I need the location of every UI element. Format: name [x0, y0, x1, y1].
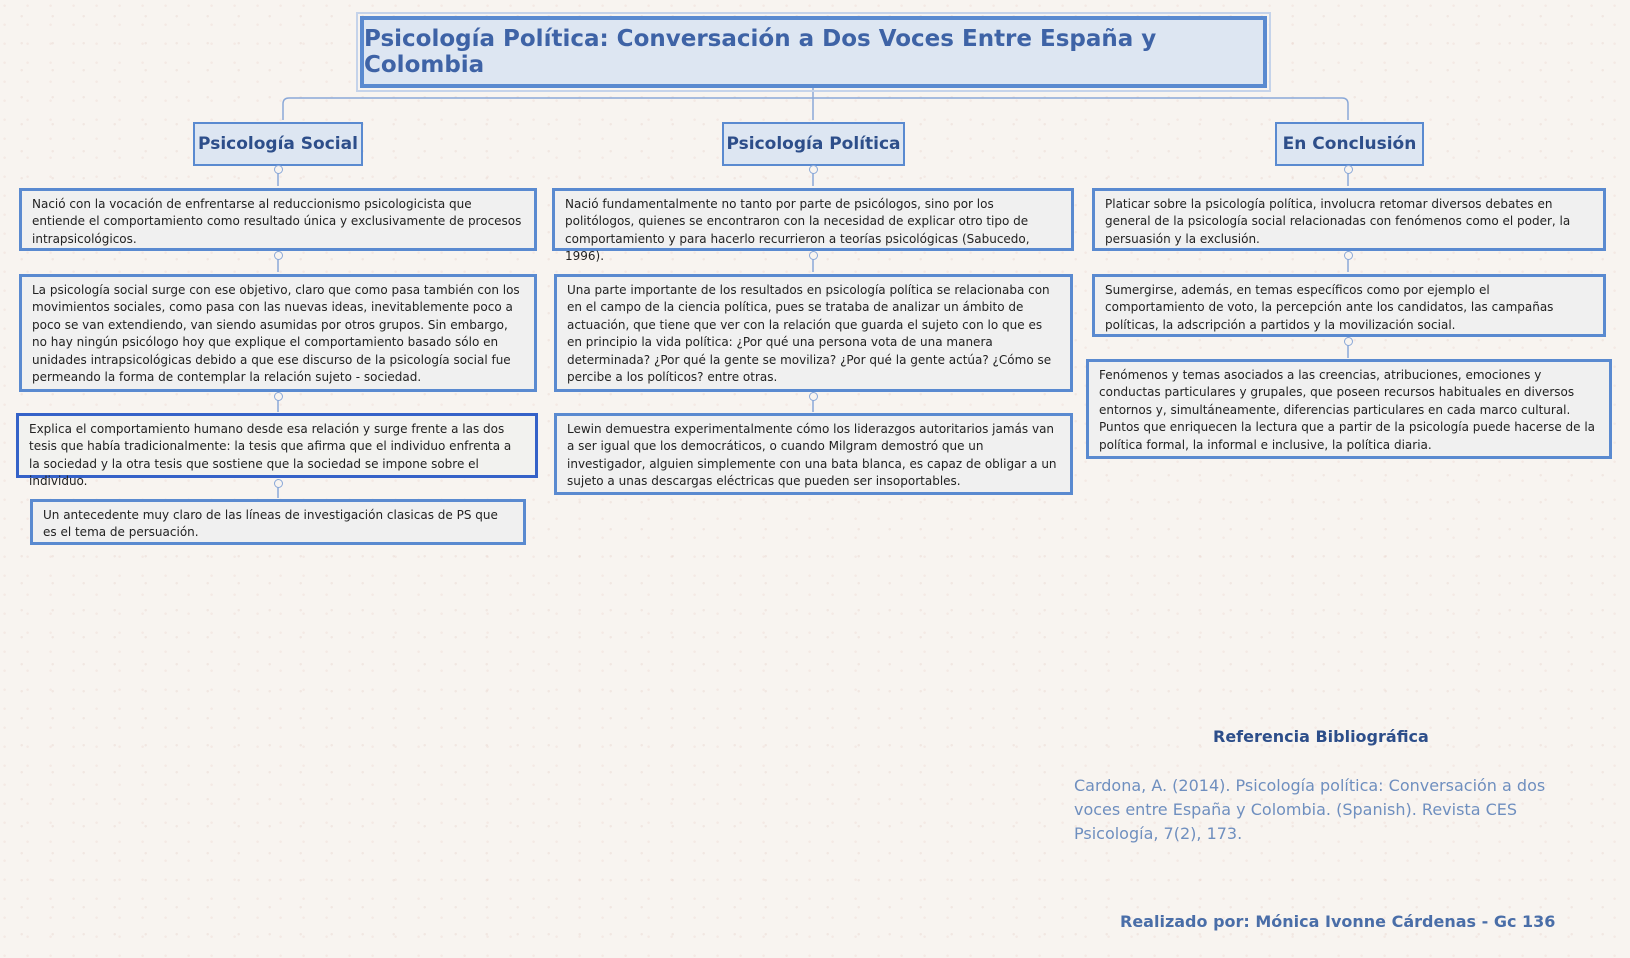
politica-node-3[interactable]: Lewin demuestra experimentalmente cómo los liderazgos autoritarios jamás van a ser igual que los democráticos, o cuando Milgram demostró que un investigador, alguien simplemente con una bata blanca, es capaz de obligar a un sujeto a unas descargas eléctricas que pueden ser insoportables.	[554, 413, 1073, 495]
social-node-4[interactable]: Un antecedente muy claro de las líneas de investigación clasicas de PS que es el tema de persuación.	[30, 499, 526, 545]
collapse-toggle[interactable]	[809, 165, 818, 174]
social-node-1[interactable]: Nació con la vocación de enfrentarse al reduccionismo psicologicista que entiende el comportamiento como resultado única y exclusivamente de procesos intrapsicológicos.	[19, 188, 537, 251]
reference-text[interactable]: Cardona, A. (2014). Psicología política: Conversación a dos voces entre España y Colombia. (Spanish). Revista CES Psicología, 7(2), 173.	[1074, 776, 1546, 843]
collapse-toggle[interactable]	[809, 392, 818, 401]
social-node-3[interactable]: Explica el comportamiento humano desde esa relación y surge frente a las dos tesis que había tradicionalmente: la tesis que afirma que el individuo enfrenta a la sociedad y la otra tesis que sostiene que la sociedad se impone sobre el individuo.	[16, 413, 538, 478]
collapse-toggle[interactable]	[274, 479, 283, 488]
map-title[interactable]: Psicología Política: Conversación a Dos Voces Entre España y Colombia	[360, 16, 1267, 88]
branch-en-conclusion[interactable]: En Conclusión	[1275, 122, 1424, 166]
branch-psicologia-politica[interactable]: Psicología Política	[722, 122, 905, 166]
collapse-toggle[interactable]	[1344, 165, 1353, 174]
reference-title[interactable]: Referencia Bibliográfica	[1213, 727, 1429, 746]
collapse-toggle[interactable]	[1344, 251, 1353, 260]
conclusion-node-2[interactable]: Sumergirse, además, en temas específicos como por ejemplo el comportamiento de voto, la percepción ante los candidatos, las campañas políticas, la adscripción a partidos y la movilización social.	[1092, 274, 1606, 337]
politica-node-2[interactable]: Una parte importante de los resultados en psicología política se relacionaba con en el campo de la ciencia política, pues se trataba de analizar un ámbito de actuación, que tiene que ver con la relación que guarda el sujeto con lo que es en principio la vida política: ¿Por qué una persona vota de una manera determinada? ¿Por qué la gente se moviliza? ¿Por qué la gente actúa? ¿Cómo se percibe a los políticos? entre otras.	[554, 274, 1073, 392]
branch-psicologia-social[interactable]: Psicología Social	[193, 122, 363, 166]
collapse-toggle[interactable]	[809, 251, 818, 260]
social-node-2[interactable]: La psicología social surge con ese objetivo, claro que como pasa también con los movimientos sociales, como pasa con las nuevas ideas, inevitablemente poco a poco se van extendiendo, van siendo asumidas por otros grupos. Sin embargo, no hay ningún psicólogo hoy que explique el comportamiento basado sólo en unidades intrapsicológicas debido a que ese discurso de la psicología social fue permeando la forma de contemplar la relación sujeto - sociedad.	[19, 274, 537, 392]
collapse-toggle[interactable]	[274, 165, 283, 174]
author-credit[interactable]: Realizado por: Mónica Ivonne Cárdenas - Gc 136	[1120, 912, 1556, 931]
conclusion-node-3[interactable]: Fenómenos y temas asociados a las creencias, atribuciones, emociones y conductas particulares y grupales, que poseen recursos habituales en diversos entornos y, simultáneamente, diferencias particulares en cada marco cultural. Puntos que enriquecen la lectura que a partir de la psicología puede hacerse de la política formal, la informal e inclusive, la política diaria.	[1086, 359, 1612, 459]
collapse-toggle[interactable]	[274, 392, 283, 401]
politica-node-1[interactable]: Nació fundamentalmente no tanto por parte de psicólogos, sino por los politólogos, quienes se encontraron con la necesidad de explicar otro tipo de comportamiento y para hacerlo recurrieron a teorías psicológicas (Sabucedo, 1996).	[552, 188, 1074, 251]
collapse-toggle[interactable]	[1344, 337, 1353, 346]
collapse-toggle[interactable]	[274, 251, 283, 260]
conclusion-node-1[interactable]: Platicar sobre la psicología política, involucra retomar diversos debates en general de la psicología social relacionadas con fenómenos como el poder, la persuasión y la exclusión.	[1092, 188, 1606, 251]
